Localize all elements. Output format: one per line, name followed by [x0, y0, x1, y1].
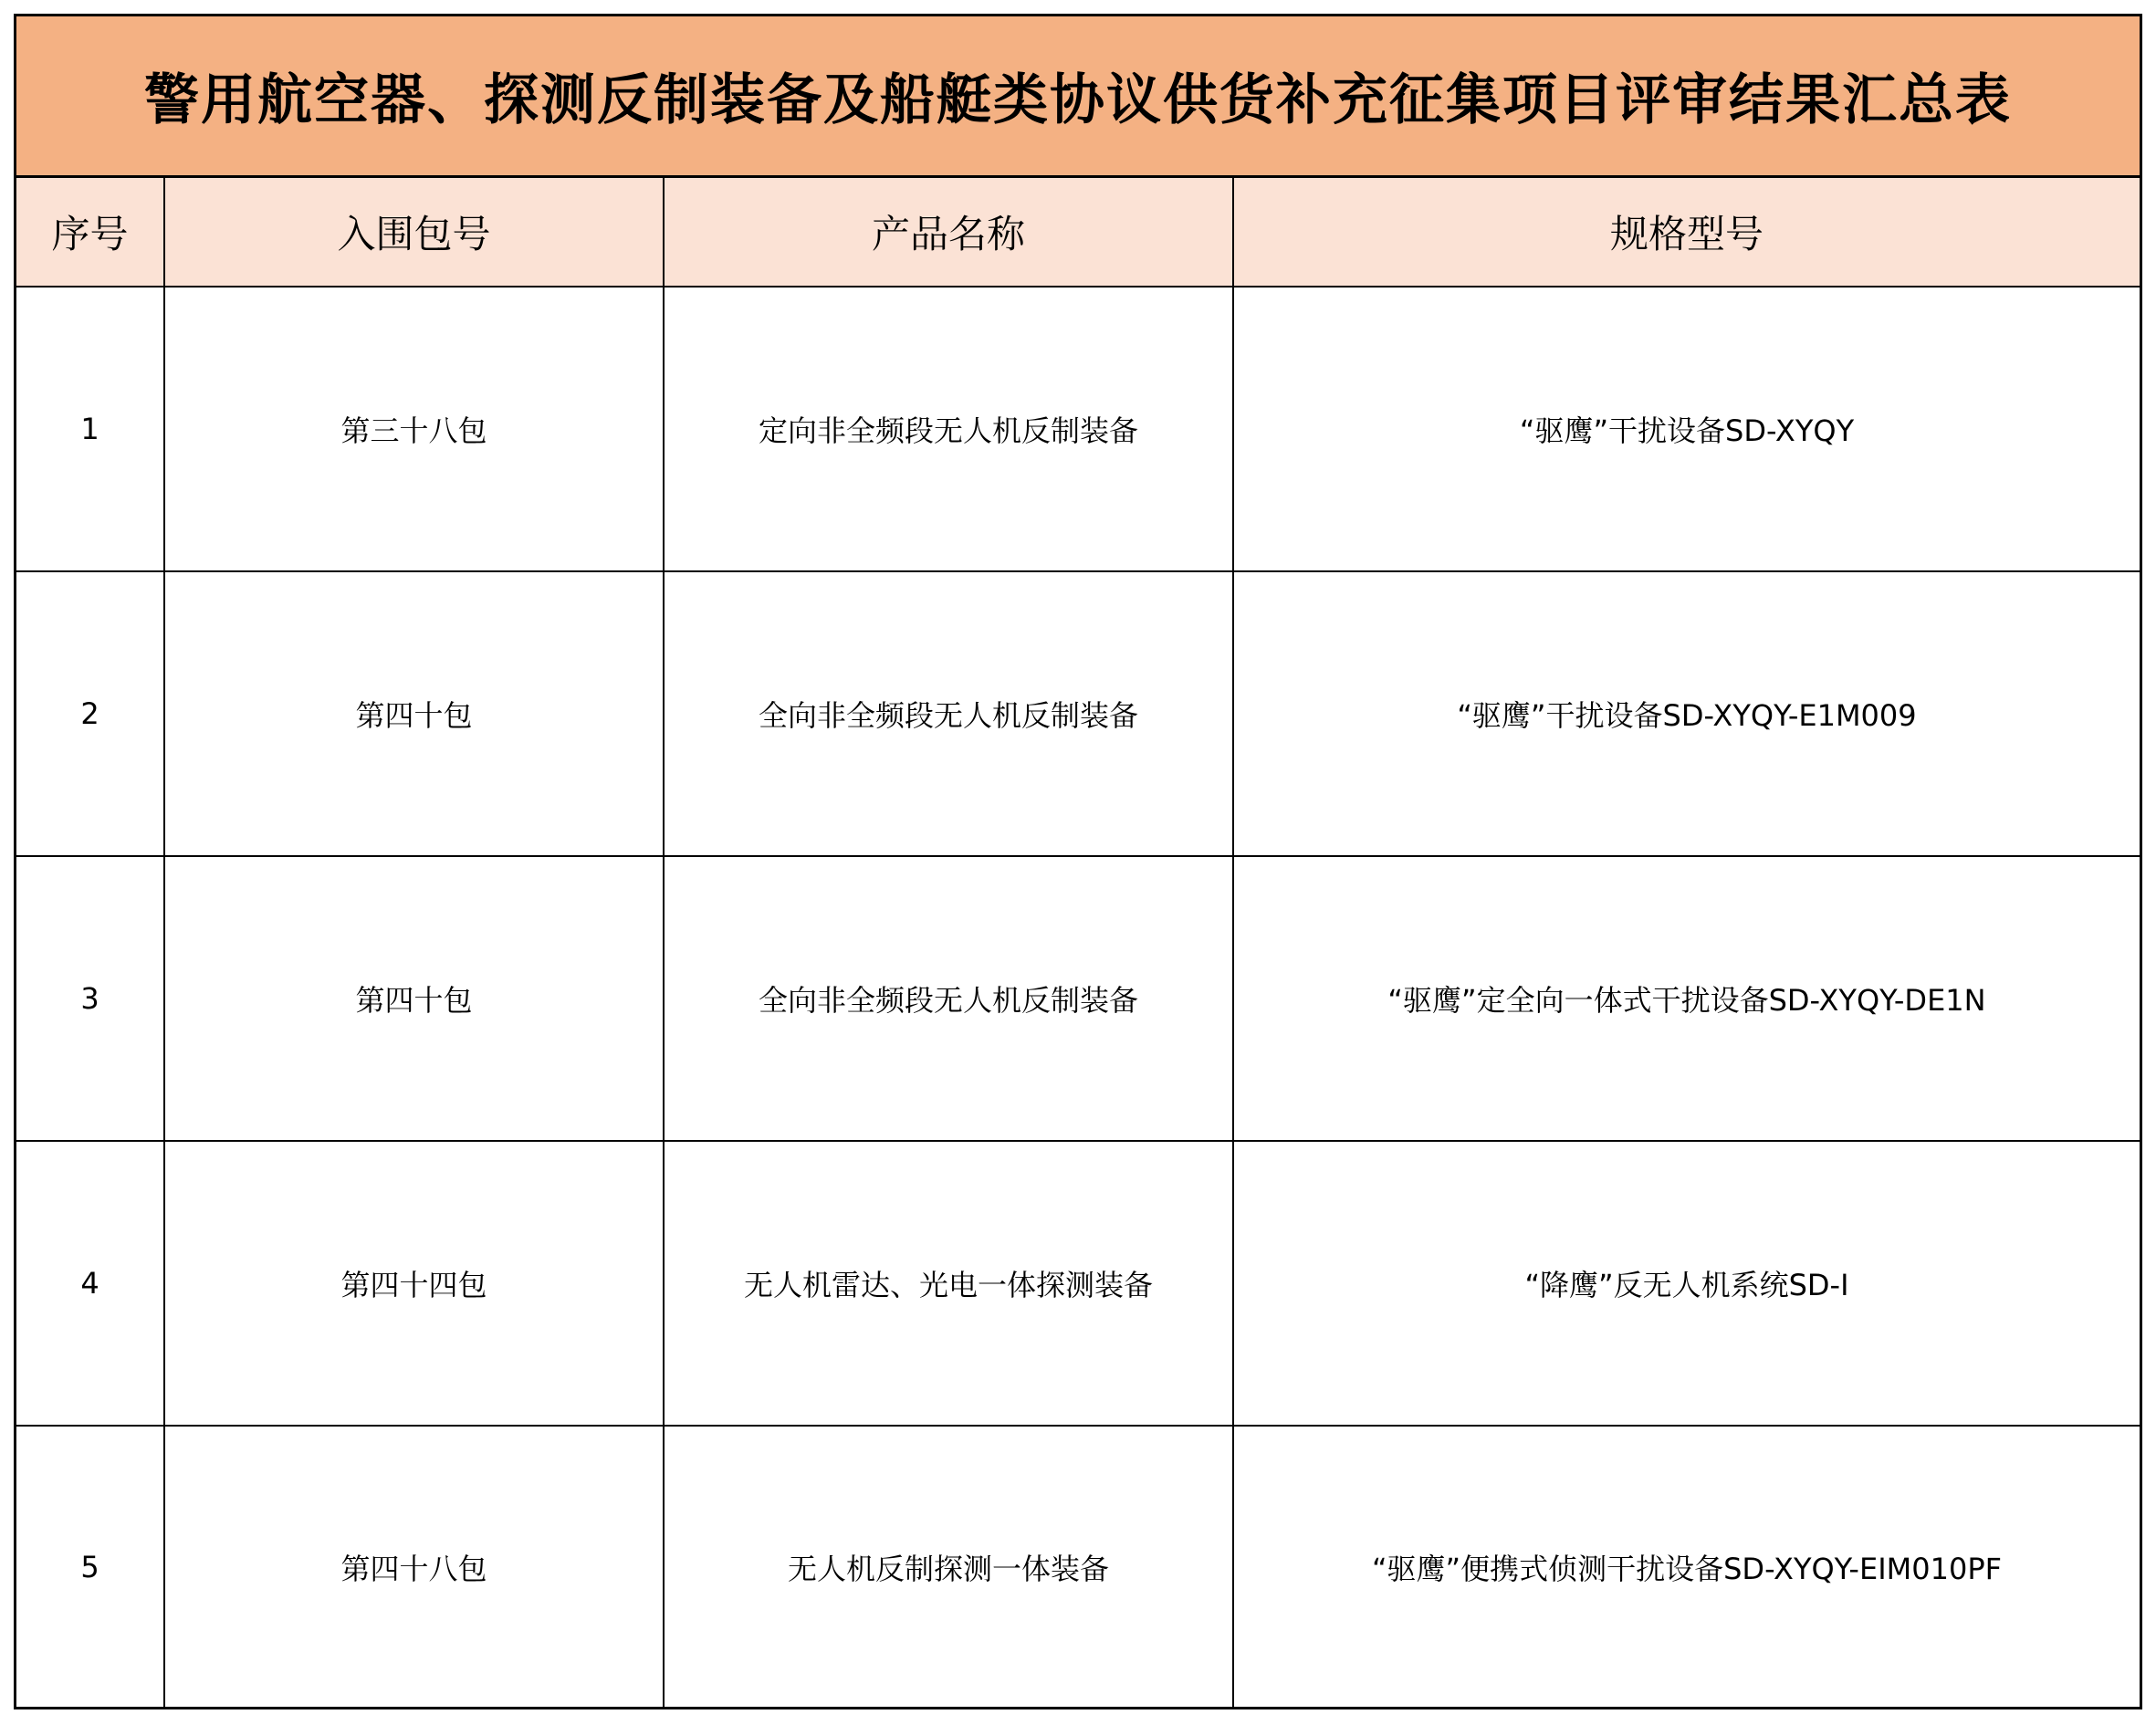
cell-product: 无人机雷达、光电一体探测装备	[664, 1141, 1233, 1426]
page-title: 警用航空器、探测反制装备及船艇类协议供货补充征集项目评审结果汇总表	[144, 68, 2012, 132]
cell-package: 第四十四包	[164, 1141, 664, 1426]
cell-no: 5	[80, 1550, 99, 1584]
cell-model: “驱鹰”干扰设备SD-XYQY-E1M009	[1233, 571, 2140, 856]
cell-no: 4	[16, 1141, 164, 1426]
column-header-product: 产品名称	[664, 178, 1233, 287]
results-summary-sheet	[14, 14, 2142, 1709]
cell-product: 全向非全频段无人机反制装备	[664, 571, 1233, 856]
column-header-model: 规格型号	[1233, 178, 2140, 287]
cell-package: 第四十包	[164, 571, 664, 856]
cell-package: 第四十包	[164, 856, 664, 1141]
table-row	[16, 571, 2140, 856]
results-table	[16, 178, 2140, 1708]
cell-product: 全向非全频段无人机反制装备	[664, 856, 1233, 1141]
cell-no: 1	[16, 287, 164, 571]
cell-product: 无人机反制探测一体装备	[664, 1426, 1233, 1708]
cell-no: 3	[16, 856, 164, 1141]
table-header-row	[16, 178, 2140, 287]
cell-model: “驱鹰”干扰设备SD-XYQY	[1233, 287, 2140, 571]
column-header-no: 序号	[16, 178, 164, 287]
cell-package: 第三十八包	[164, 287, 664, 571]
cell-package: 第四十八包	[164, 1426, 664, 1708]
cell-model: “驱鹰”便携式侦测干扰设备SD-XYQY-EIM010PF	[1233, 1426, 2140, 1708]
cell-model: “降鹰”反无人机系统SD-I	[1233, 1141, 2140, 1426]
table-row	[16, 287, 2140, 571]
table-row	[16, 1426, 2140, 1708]
cell-model: “驱鹰”定全向一体式干扰设备SD-XYQY-DE1N	[1233, 856, 2140, 1141]
column-header-package: 入围包号	[164, 178, 664, 287]
table-row	[16, 1141, 2140, 1426]
title-bar	[16, 16, 2140, 178]
cell-product: 定向非全频段无人机反制装备	[664, 287, 1233, 571]
cell-no: 2	[16, 571, 164, 856]
table-row	[16, 856, 2140, 1141]
